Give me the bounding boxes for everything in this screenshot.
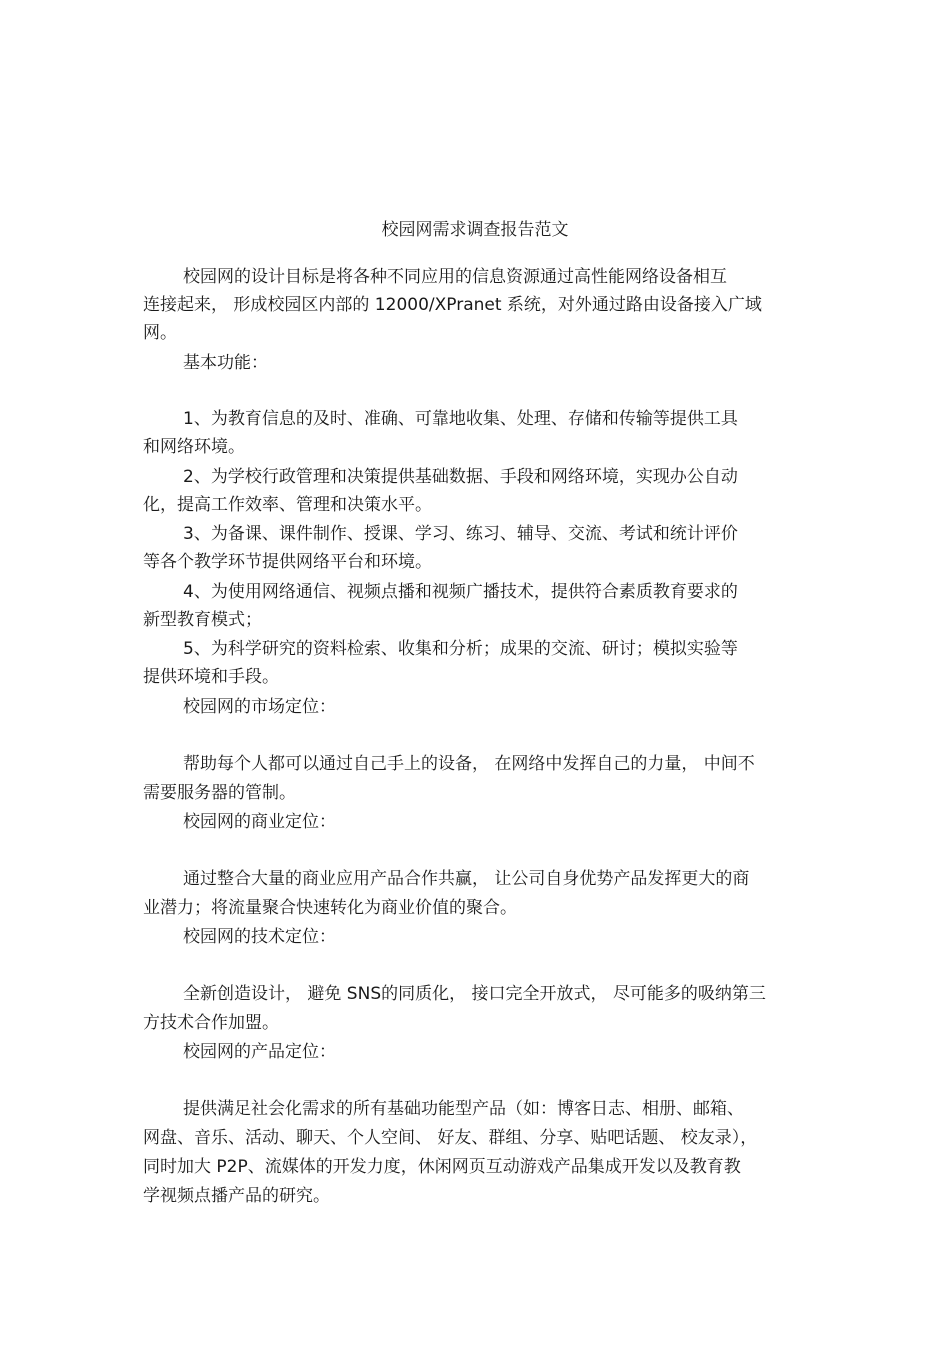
paragraph-line: 同时加大 P2P、流媒体的开发力度，休闲网页互动游戏产品集成开发以及教育教 bbox=[143, 1157, 741, 1177]
section-heading: 基本功能： bbox=[183, 353, 268, 373]
list-item-line: 3、为备课、课件制作、授课、学习、练习、辅导、交流、考试和统计评价 bbox=[183, 524, 738, 544]
document-title: 校园网需求调查报告范文 bbox=[381, 220, 569, 240]
paragraph-line: 全新创造设计， 避免 SNS的同质化， 接口完全开放式， 尽可能多的吸纳第三 bbox=[183, 984, 766, 1004]
list-item-line: 1、为教育信息的及时、准确、可靠地收集、处理、存储和传输等提供工具 bbox=[183, 409, 738, 429]
list-item-line: 提供环境和手段。 bbox=[143, 667, 279, 687]
section-heading: 校园网的技术定位： bbox=[183, 927, 336, 947]
list-item-line: 新型教育模式； bbox=[143, 610, 262, 630]
section-heading: 校园网的市场定位： bbox=[183, 697, 336, 717]
list-item-line: 2、为学校行政管理和决策提供基础数据、手段和网络环境，实现办公自动 bbox=[183, 467, 738, 487]
list-item-line: 和网络环境。 bbox=[143, 437, 245, 457]
paragraph-line: 校园网的设计目标是将各种不同应用的信息资源通过高性能网络设备相互 bbox=[183, 267, 727, 287]
paragraph-line: 网。 bbox=[143, 323, 177, 343]
list-item-line: 5、为科学研究的资料检索、收集和分析；成果的交流、研讨；模拟实验等 bbox=[183, 639, 738, 659]
section-heading: 校园网的产品定位： bbox=[183, 1042, 336, 1062]
paragraph-line: 学视频点播产品的研究。 bbox=[143, 1186, 330, 1206]
section-heading: 校园网的商业定位： bbox=[183, 812, 336, 832]
list-item-line: 等各个教学环节提供网络平台和环境。 bbox=[143, 552, 432, 572]
paragraph-line: 连接起来， 形成校园区内部的 12000/XPranet 系统，对外通过路由设备接入广域 bbox=[143, 295, 762, 315]
list-item-line: 4、为使用网络通信、视频点播和视频广播技术，提供符合素质教育要求的 bbox=[183, 582, 738, 602]
list-item-line: 化，提高工作效率、管理和决策水平。 bbox=[143, 495, 432, 515]
paragraph-line: 需要服务器的管制。 bbox=[143, 783, 296, 803]
paragraph-line: 网盘、音乐、活动、聊天、个人空间、 好友、群组、分享、贴吧话题、 校友录）， bbox=[143, 1128, 758, 1148]
paragraph-line: 方技术合作加盟。 bbox=[143, 1013, 279, 1033]
paragraph-line: 提供满足社会化需求的所有基础功能型产品（如：博客日志、相册、邮箱、 bbox=[183, 1099, 744, 1119]
paragraph-line: 帮助每个人都可以通过自己手上的设备， 在网络中发挥自己的力量， 中间不 bbox=[183, 754, 755, 774]
paragraph-line: 通过整合大量的商业应用产品合作共赢， 让公司自身优势产品发挥更大的商 bbox=[183, 869, 750, 889]
paragraph-line: 业潜力；将流量聚合快速转化为商业价值的聚合。 bbox=[143, 898, 517, 918]
